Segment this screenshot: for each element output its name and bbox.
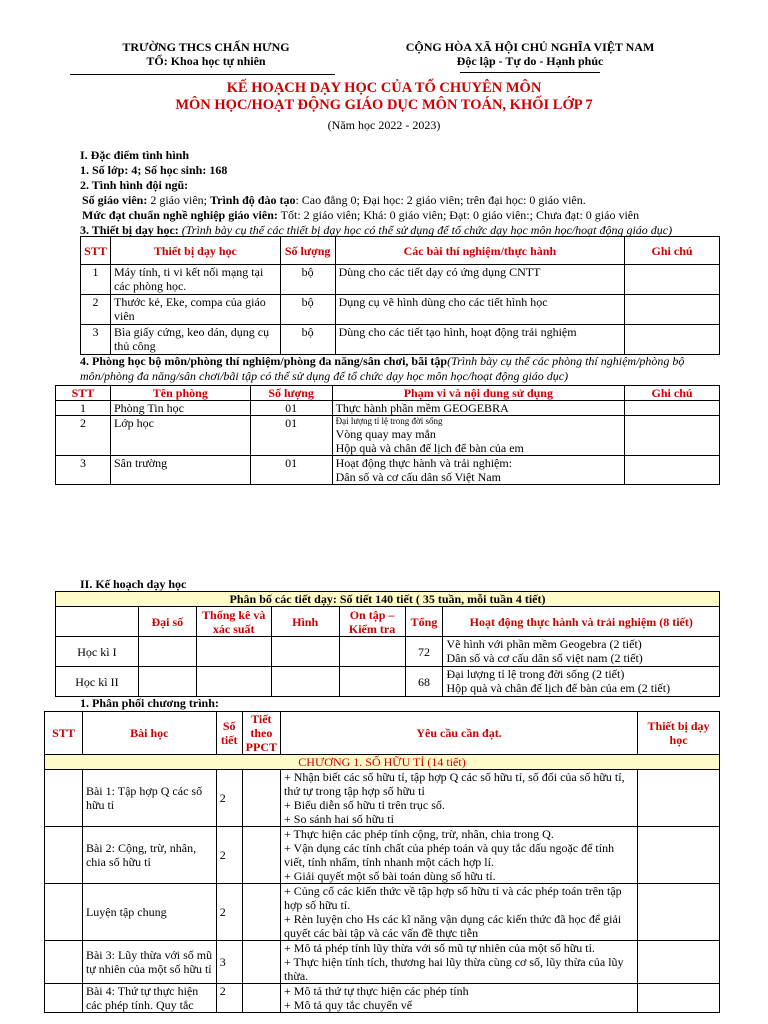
national-motto: Độc lập - Tự do - Hạnh phúc — [456, 54, 604, 68]
table-row: 2 Lớp học 01 Đại lượng tỉ lệ trong đời sống Vòng quay may mắn Hộp quà và chân đế lịch để bàn của em — [56, 416, 720, 456]
title-line-1: KẾ HOẠCH DẠY HỌC CỦA TỔ CHUYÊN MÔN — [226, 80, 542, 96]
col-total: Tổng — [405, 607, 443, 637]
table-row: Bài 1: Tập hợp Q các số hữu tỉ 2 + Nhận biết các số hữu tỉ, tập hợp Q các số hữu tỉ, số đối của số hữu tỉ, thứ tự trong tập hợp số hữu tỉ + Biểu diễn số hữu tỉ trên trục số. + So sánh hai số hữu tỉ — [45, 770, 720, 827]
school-name: TRƯỜNG THCS CHẤN HƯNG — [122, 40, 290, 54]
col-experiments: Các bài thí nghiệm/thực hành — [335, 237, 624, 265]
col-qty: Số lượng — [250, 386, 332, 401]
table-row: Bài 3: Lũy thừa với số mũ tự nhiên của một số hữu tỉ 3 + Mô tả phép tính lũy thừa với số mũ tự nhiên của một số hữu tỉ. + Thực hiện tính tích, thương hai lũy thừa cùng cơ số, lũy thừa của lũy thừa. — [45, 941, 720, 984]
equipment-heading: 3. Thiết bị dạy học: (Trình bày cụ thể các thiết bị dạy học có thể sử dụng để tổ chức dạy học môn học/hoạt động giáo dục) — [80, 223, 673, 237]
document-title — [0, 80, 768, 114]
table-row: Bài 2: Cộng, trừ, nhân, chia số hữu tỉ 2 + Thực hiện các phép tính cộng, trừ, nhân, chia trong Q. + Vận dụng các tính chất của phép toán và quy tắc dấu ngoặc để tính viết, tính nhẩm, tính nhanh một cách hợp lí. + Giải quyết một số bài toán dùng số hữu tỉ. — [45, 827, 720, 884]
school-year: (Năm học 2022 - 2023) — [327, 118, 441, 132]
col-stt: STT — [45, 712, 83, 755]
header-underline — [70, 74, 335, 75]
section-2-heading: II. Kế hoạch dạy học — [80, 577, 187, 591]
col-activities: Hoạt động thực hành và trải nghiệm (8 tiết) — [443, 607, 720, 637]
section-1-heading: I. Đặc điểm tình hình — [80, 148, 190, 162]
col-ppct: Tiết theo PPCT — [242, 712, 280, 755]
department-name: TỔ: Khoa học tự nhiên — [146, 54, 266, 68]
program-heading: 1. Phân phối chương trình: — [80, 696, 219, 710]
table-row: 3 Sân trường 01 Hoạt động thực hành và trải nghiệm: Dân số và cơ cấu dân số Việt Nam — [56, 456, 720, 485]
col-statistics: Thống kê và xác suất — [196, 607, 271, 637]
table-row: 3 Bìa giấy cứng, keo dán, dụng cụ thủ công bộ Dùng cho các tiết tạo hình, hoạt động trải nghiệm — [81, 325, 720, 355]
col-usage: Phạm vi và nội dung sử dụng — [332, 386, 625, 401]
col-geometry: Hình — [271, 607, 339, 637]
standard-info: Mức đạt chuẩn nghề nghiệp giáo viên: Tốt: 2 giáo viên; Khá: 0 giáo viên; Đạt: 0 giáo viên:; Chưa đạt: 0 giáo viên — [82, 208, 640, 222]
col-requirements: Yêu cầu cần đạt. — [281, 712, 638, 755]
rooms-heading: 4. Phòng học bộ môn/phòng thí nghiệm/phòng đa năng/sân chơi, bãi tập(Trình bày cụ thể các phòng thí nghiệm/phòng bộ môn/phòng đa năng/sân chơi/bãi tập có thể sử dụng để tổ chức dạy học môn học/hoạt động giáo dục) — [80, 354, 685, 383]
table-row: 1 Máy tính, ti vi kết nối mạng tại các phòng học. bộ Dùng cho các tiết dạy có ứng dụng CNTT — [81, 265, 720, 295]
col-stt: STT — [81, 237, 111, 265]
section-1 — [80, 148, 720, 238]
motto-underline — [460, 72, 600, 73]
col-note: Ghi chú — [625, 386, 720, 401]
col-equipment: Thiết bị dạy học — [638, 712, 720, 755]
teacher-info: Số giáo viên: 2 giáo viên; Trình độ đào tạo: Cao đẳng 0; Đại học: 2 giáo viên; trên đại học: 0 giáo viên. — [82, 193, 586, 207]
table-row: Luyện tập chung 2 + Củng cố các kiến thức về tập hợp số hữu tỉ và các phép toán trên tập hợp số hữu tỉ. + Rèn luyện cho Hs các kĩ năng vận dụng các kiến thức đã học để giải quyết các bài tập và các vấn đề thực tiễn — [45, 884, 720, 941]
table-row: Học kì II 68 Đại lượng tỉ lệ trong đời sống (2 tiết) Hộp quà và chân đế lịch để bàn của em (2 tiết) — [56, 667, 720, 697]
class-count: 1. Số lớp: 4; Số học sinh: 168 — [80, 163, 228, 177]
col-term — [56, 607, 139, 637]
col-review: On tập – Kiểm tra — [339, 607, 405, 637]
col-note: Ghi chú — [625, 237, 720, 265]
plan-banner: Phân bố các tiết dạy: Số tiết 140 tiết ( 35 tuần, mỗi tuần 4 tiết) — [56, 592, 720, 607]
table-row: Học kì I 72 Vẽ hình với phần mềm Geogebra (2 tiết) Dân số và cơ cấu dân số việt nam (2 tiết) — [56, 637, 720, 667]
table-row: 1 Phòng Tin học 01 Thực hành phần mềm GEOGEBRA — [56, 401, 720, 416]
equipment-table — [80, 236, 720, 355]
plan-table — [55, 591, 720, 697]
col-periods: Số tiết — [216, 712, 242, 755]
col-qty: Số lượng — [280, 237, 335, 265]
table-row: 2 Thước kẻ, Eke, compa của giáo viên bộ Dụng cụ vẽ hình dùng cho các tiết hình học — [81, 295, 720, 325]
country-name: CỘNG HÒA XÃ HỘI CHỦ NGHĨA VIỆT NAM — [405, 40, 655, 54]
program-table — [44, 711, 720, 1013]
rooms-table — [55, 385, 720, 485]
table-row: Bài 4: Thứ tự thực hiện các phép tính. Quy tắc 2 + Mô tả thứ tự thực hiện các phép tính + Mô tả quy tắc chuyển vế — [45, 984, 720, 1013]
col-room: Tên phòng — [110, 386, 250, 401]
col-equipment: Thiết bị dạy học — [110, 237, 280, 265]
chapter-title: CHƯƠNG 1. SỐ HỮU TỈ (14 tiết) — [45, 755, 720, 770]
col-algebra: Đại số — [138, 607, 196, 637]
title-line-2: MÔN HỌC/HOẠT ĐỘNG GIÁO DỤC MÔN TOÁN, KHỐI LỚP 7 — [175, 97, 593, 113]
national-header — [385, 40, 675, 73]
col-lesson: Bài học — [82, 712, 216, 755]
school-header — [70, 40, 342, 75]
staff-heading: 2. Tình hình đội ngũ: — [80, 178, 189, 192]
col-stt: STT — [56, 386, 111, 401]
